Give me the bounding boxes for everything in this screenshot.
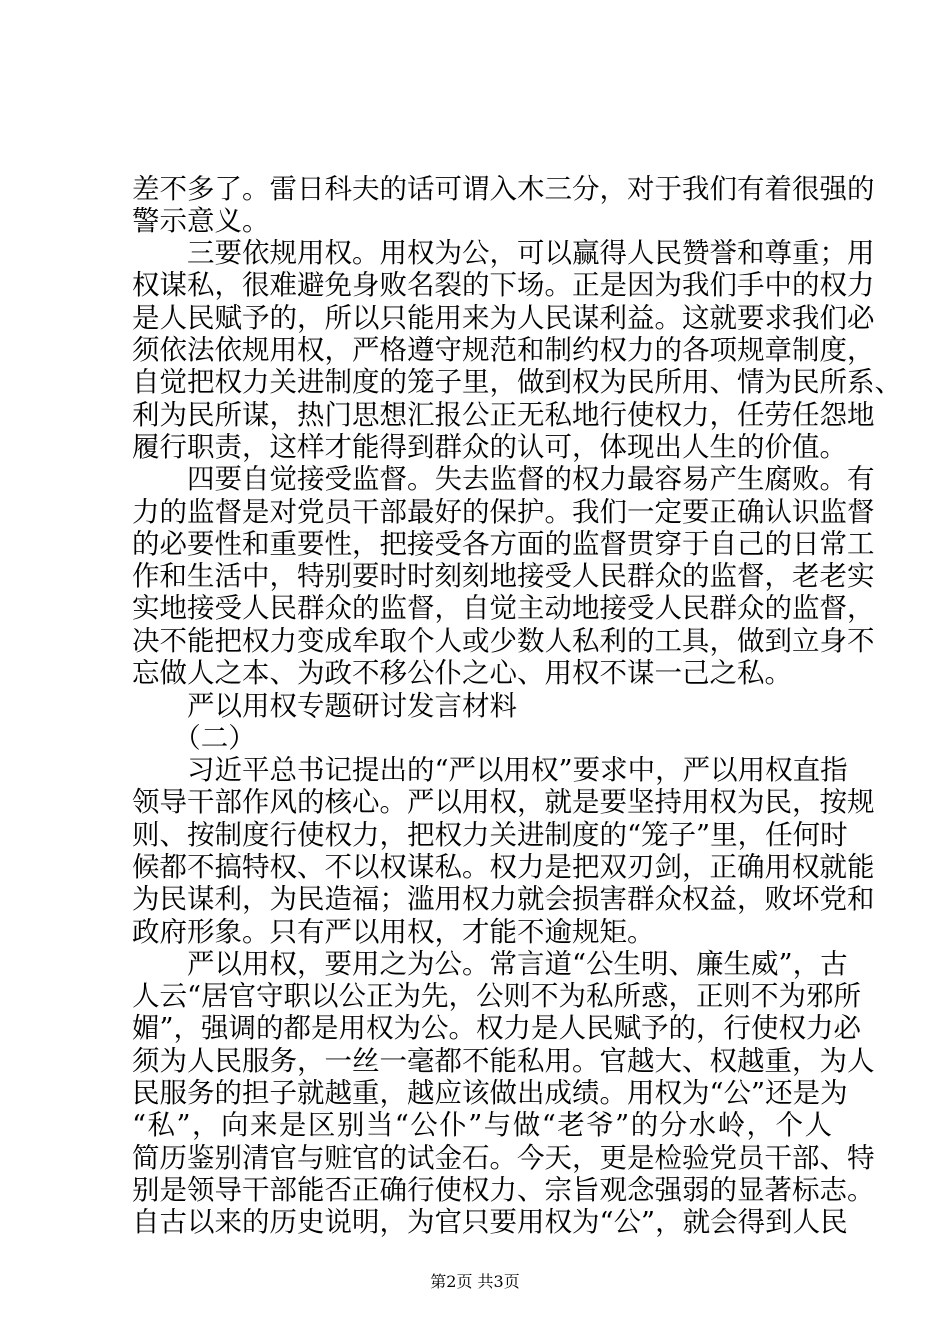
text-line: 自觉把权力关进制度的笼子里，做到权为民所用、情为民所系、 <box>132 366 902 398</box>
text-line: 为民谋利，为民造福；滥用权力就会损害群众权益，败坏党和 <box>132 883 875 915</box>
text-line: “私”，向来是区别当“公仆”与做“老爷”的分水岭，个人 <box>132 1109 832 1141</box>
page-number-footer: 第2页 共3页 <box>430 1272 520 1291</box>
text-line: 权谋私，很难避免身败名裂的下场。正是因为我们手中的权力 <box>132 269 875 301</box>
text-line: 利为民所谋，热门思想汇报公正无私地行使权力，任劳任怨地 <box>132 399 875 431</box>
text-line: 自古以来的历史说明，为官只要用权为“公”，就会得到人民 <box>132 1206 848 1238</box>
text-line: 实地接受人民群众的监督，自觉主动地接受人民群众的监督， <box>132 592 875 624</box>
text-line: 警示意义。 <box>132 205 270 237</box>
text-line: 须为人民服务，一丝一毫都不能私用。官越大、权越重，为人 <box>132 1045 875 1077</box>
section-title: 严以用权专题研讨发言材料 <box>132 690 517 722</box>
text-line: 民服务的担子就越重，越应该做出成绩。用权为“公”还是为 <box>132 1077 848 1109</box>
text-line: 别是领导干部能否正确行使权力、宗旨观念强弱的显著标志。 <box>132 1174 875 1206</box>
text-line: 的必要性和重要性，把接受各方面的监督贯穿于自己的日常工 <box>132 528 875 560</box>
text-line: 三要依规用权。用权为公，可以赢得人民赞誉和尊重；用 <box>132 237 875 269</box>
text-line: 严以用权，要用之为公。常言道“公生明、廉生威”，古 <box>132 948 848 980</box>
text-line: 简历鉴别清官与赃官的试金石。今天，更是检验党员干部、特 <box>132 1142 875 1174</box>
text-line: 候都不搞特权、不以权谋私。权力是把双刃剑，正确用权就能 <box>132 851 875 883</box>
section-number: （二） <box>132 722 256 754</box>
text-line: 履行职责，这样才能得到群众的认可，体现出人生的价值。 <box>132 431 847 463</box>
text-line: 政府形象。只有严以用权，才能不逾规矩。 <box>132 916 655 948</box>
text-line: 四要自觉接受监督。失去监督的权力最容易产生腐败。有 <box>132 463 875 495</box>
text-line: 习近平总书记提出的“严以用权”要求中，严以用权直指 <box>132 754 848 786</box>
text-line: 是人民赋予的，所以只能用来为人民谋利益。这就要求我们必 <box>132 302 875 334</box>
text-line: 领导干部作风的核心。严以用权，就是要坚持用权为民，按规 <box>132 786 875 818</box>
text-line: 则、按制度行使权力，把权力关进制度的“笼子”里，任何时 <box>132 819 848 851</box>
text-line: 媚”，强调的都是用权为公。权力是人民赋予的，行使权力必 <box>132 1012 862 1044</box>
text-line: 力的监督是对党员干部最好的保护。我们一定要正确认识监督 <box>132 496 875 528</box>
text-line: 作和生活中，特别要时时刻刻地接受人民群众的监督，老老实 <box>132 560 875 592</box>
text-line: 忘做人之本、为政不移公仆之心、用权不谋一己之私。 <box>132 657 792 689</box>
text-line: 差不多了。雷日科夫的话可谓入木三分，对于我们有着很强的 <box>132 173 875 205</box>
text-line: 人云“居官守职以公正为先，公则不为私所惑，正则不为邪所 <box>132 980 862 1012</box>
text-line: 决不能把权力变成牟取个人或少数人私利的工具，做到立身不 <box>132 625 875 657</box>
text-line: 须依法依规用权，严格遵守规范和制约权力的各项规章制度， <box>132 334 875 366</box>
